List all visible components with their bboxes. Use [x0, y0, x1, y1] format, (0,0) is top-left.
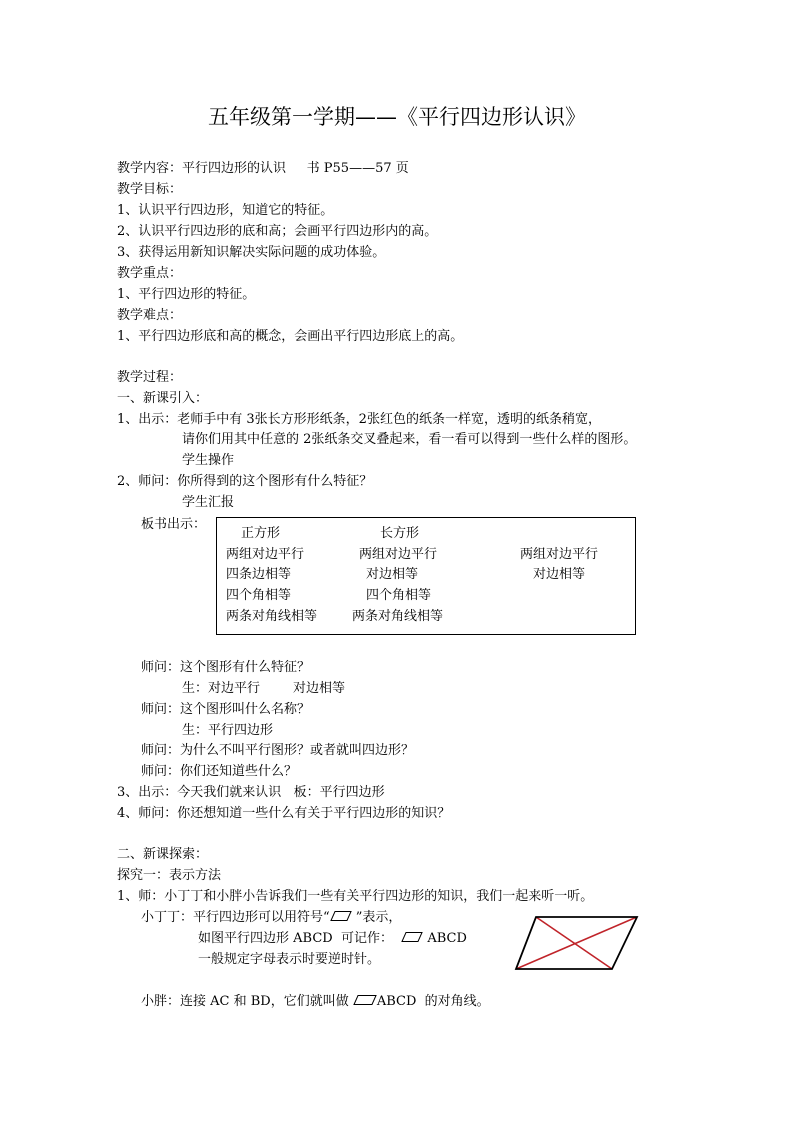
board-c2-r4: 四个角相等: [366, 588, 432, 603]
teacher-q-why: 师问：为什么不叫平行图形？或者就叫四边形？: [141, 743, 415, 758]
key-point-1: 1、平行四边形的特征。: [117, 287, 256, 302]
diagonal-ac: [536, 917, 612, 969]
parallelogram-symbol-icon: [330, 910, 352, 922]
xiaodingding-text-end: ”表示，: [351, 910, 402, 925]
objective-2: 2、认识平行四边形的底和高；会画平行四边形内的高。: [117, 224, 438, 239]
step-4-question: 4、师问：你还想知道一些什么有关于平行四边形的知识？: [117, 806, 451, 821]
board-c1-r4: 四个角相等: [226, 588, 292, 603]
board-table: [216, 517, 636, 635]
step-2-question: 2、师问：你所得到的这个图形有什么特征？: [117, 474, 373, 489]
objectives-heading: 教学目标：: [117, 182, 183, 197]
objective-1: 1、认识平行四边形，知道它的特征。: [117, 203, 334, 218]
counterclockwise-rule: 一般规定字母表示时要逆时针。: [198, 952, 381, 967]
xiaopang-text-end: ABCD 的对角线。: [376, 994, 490, 1009]
board-label: 板书出示：: [141, 517, 207, 532]
board-c3-r2: 两组对边平行: [520, 547, 599, 562]
board-c2-r1: 长方形: [380, 526, 420, 541]
student-report: 学生汇报: [182, 495, 235, 510]
explore-1-teacher: 1、师：小丁丁和小胖小告诉我们一些有关平行四边形的知识，我们一起来听一听。: [117, 889, 594, 904]
board-c1-r3: 四条边相等: [226, 567, 292, 582]
xiaopang-line: [141, 994, 490, 1010]
board-c1-r5: 两条对角线相等: [226, 609, 318, 624]
section-explore-heading: 二、新课探索：: [117, 847, 209, 862]
student-operation: 学生操作: [182, 453, 235, 468]
objective-3: 3、获得运用新知识解决实际问题的成功体验。: [117, 245, 386, 260]
student-a-feature: 生：对边平行 对边相等: [182, 681, 346, 696]
board-c2-r5: 两条对角线相等: [352, 609, 444, 624]
xiaodingding-line: [141, 910, 401, 926]
parallelogram-diagram: [510, 912, 646, 974]
teacher-q-name: 师问：这个图形叫什么名称？: [141, 702, 311, 717]
step-1-continue: 请你们用其中任意的 2张纸条交叉叠起来，看一看可以得到一些什么样的图形。: [182, 432, 637, 447]
key-points-heading: 教学重点：: [117, 266, 183, 281]
board-c3-r3: 对边相等: [533, 567, 586, 582]
board-c2-r2: 两组对边平行: [359, 547, 438, 562]
board-c2-r3: 对边相等: [366, 567, 419, 582]
diagonal-bd: [516, 917, 637, 969]
board-c1-r2: 两组对边平行: [226, 547, 305, 562]
xiaopang-text: 小胖：连接 AC 和 BD，它们就叫做: [141, 994, 353, 1009]
step-3-show: 3、出示：今天我们就来认识 板：平行四边形: [117, 785, 385, 800]
teacher-q-feature: 师问：这个图形有什么特征？: [141, 660, 311, 675]
difficulty-1: 1、平行四边形底和高的概念，会画出平行四边形底上的高。: [117, 329, 464, 344]
teaching-content: 教学内容：平行四边形的认识 书 P55——57 页: [117, 161, 409, 176]
notation-line: [198, 931, 467, 947]
document-title: 五年级第一学期——《平行四边形认识》: [208, 105, 586, 129]
student-a-name: 生：平行四边形: [182, 723, 274, 738]
notation-text: 如图平行四边形 ABCD 可记作：: [198, 931, 402, 946]
notation-label: ABCD: [423, 931, 467, 946]
explore-1-heading: 探究一：表示方法: [117, 868, 222, 883]
xiaodingding-text: 小丁丁：平行四边形可以用符号“: [141, 910, 330, 925]
step-1-show: 1、出示：老师手中有 3张长方形形纸条，2张红色的纸条一样宽，透明的纸条稍宽，: [117, 412, 601, 427]
teacher-q-know: 师问：你们还知道些什么？: [141, 764, 298, 779]
section-intro-heading: 一、新课引入：: [117, 391, 209, 406]
process-heading: 教学过程：: [117, 370, 183, 385]
parallelogram-symbol-icon: [353, 994, 377, 1006]
parallelogram-symbol-icon: [401, 931, 423, 943]
difficulties-heading: 教学难点：: [117, 308, 183, 323]
board-c1-r1: 正方形: [241, 526, 281, 541]
